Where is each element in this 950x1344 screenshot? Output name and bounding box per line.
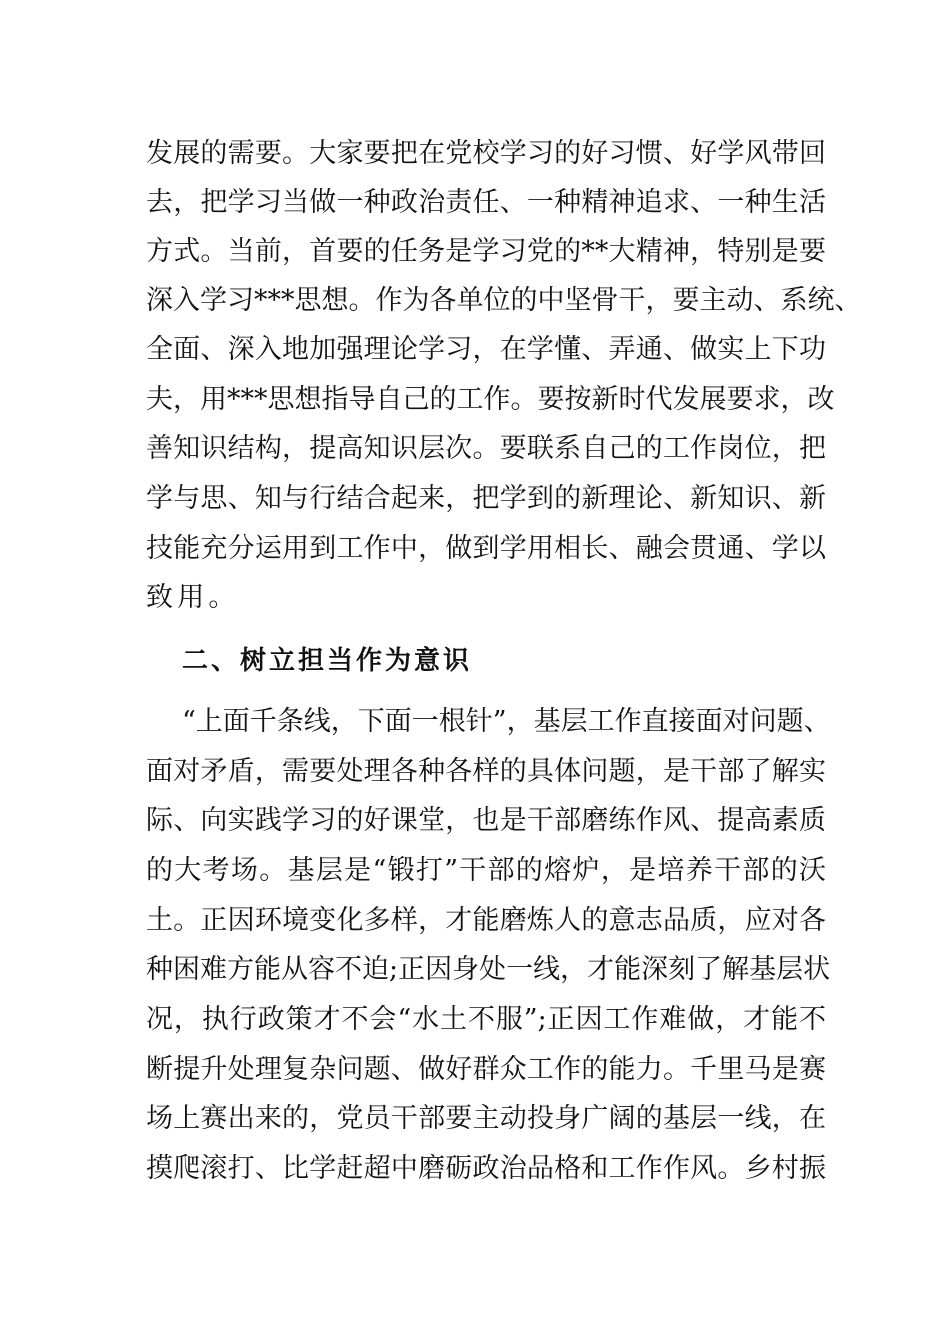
paragraph-line: 断提升处理复杂问题、做好群众工作的能力。千里马是赛	[146, 1054, 826, 1085]
paragraph-line: 面对矛盾，需要处理各种各样的具体问题，是干部了解实	[146, 756, 826, 787]
paragraph-line: 方式。当前，首要的任务是学习党的**大精神，特别是要	[146, 236, 826, 267]
paragraph-line: 土。正因环境变化多样，才能磨炼人的意志品质，应对各	[146, 905, 826, 936]
paragraph-line: 的大考场。基层是“锻打”干部的熔炉，是培养干部的沃	[146, 855, 826, 886]
paragraph-line: 夫，用***思想指导自己的工作。要按新时代发展要求，改	[146, 384, 835, 415]
paragraph-line: 去，把学习当做一种政治责任、一种精神追求、一种生活	[146, 187, 826, 218]
section-heading: 二、树立担当作为意识	[182, 646, 473, 676]
paragraph-line: 发展的需要。大家要把在党校学习的好习惯、好学风带回	[146, 138, 826, 169]
paragraph-line: 场上赛出来的，党员干部要主动投身广阔的基层一线，在	[146, 1103, 826, 1134]
paragraph-line: 深入学习***思想。作为各单位的中坚骨干，要主动、系统、	[146, 285, 862, 316]
paragraph-line: “上面千条线，下面一根针”，基层工作直接面对问题、	[182, 706, 831, 737]
paragraph-line: 种困难方能从容不迫;正因身处一线，才能深刻了解基层状	[146, 954, 831, 985]
paragraph-line: 全面、深入地加强理论学习，在学懂、弄通、做实上下功	[146, 334, 826, 365]
paragraph-line: 际、向实践学习的好课堂，也是干部磨练作风、提高素质	[146, 805, 826, 836]
paragraph-line: 技能充分运用到工作中，做到学用相长、融会贯通、学以	[146, 533, 826, 564]
paragraph-line: 致用。	[146, 582, 240, 613]
paragraph-line: 况，执行政策才不会“水土不服”;正因工作难做，才能不	[146, 1004, 826, 1035]
paragraph-line: 善知识结构，提高知识层次。要联系自己的工作岗位，把	[146, 433, 826, 464]
paragraph-line: 摸爬滚打、比学赶超中磨砺政治品格和工作作风。乡村振	[146, 1153, 826, 1184]
paragraph-line: 学与思、知与行结合起来，把学到的新理论、新知识、新	[146, 483, 826, 514]
